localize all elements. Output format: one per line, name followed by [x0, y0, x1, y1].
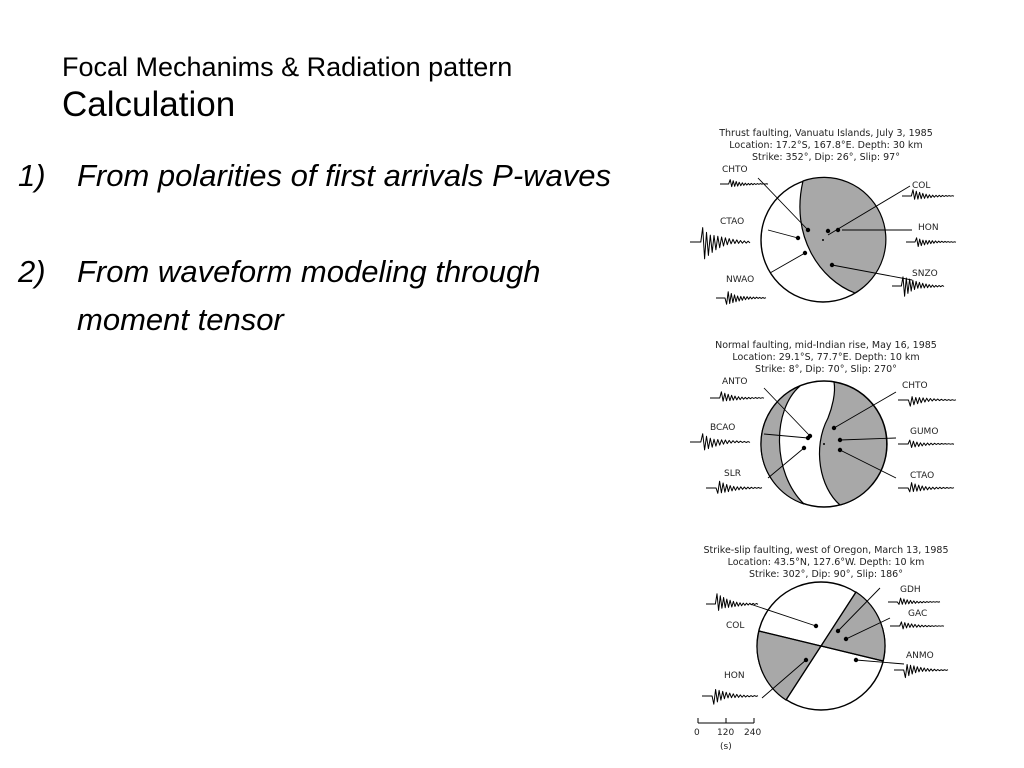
- seismogram-trace: [702, 690, 758, 705]
- scale-tick-label: 120: [717, 728, 735, 738]
- panel-strike-slip: [694, 545, 949, 752]
- bullet-number: 1): [18, 158, 46, 193]
- seismogram-path: [892, 277, 944, 296]
- seismogram-path: [890, 622, 944, 629]
- seismogram-path: [894, 665, 948, 678]
- seismogram-trace: [892, 277, 944, 296]
- station-label: SNZO: [912, 269, 938, 279]
- seismogram-path: [898, 440, 954, 447]
- bullet-list: [0, 152, 650, 392]
- seismogram-trace: [898, 483, 954, 492]
- seismogram-trace: [898, 397, 956, 407]
- panel-thrust: [690, 128, 956, 304]
- title-line-2: Calculation: [62, 85, 236, 125]
- station-label: SLR: [724, 469, 741, 479]
- station-label: GAC: [908, 609, 928, 619]
- seismogram-path: [906, 238, 956, 247]
- caption-line: Location: 29.1°S, 77.7°E. Depth: 10 km: [732, 352, 920, 363]
- time-scale: [694, 718, 761, 752]
- station-label: HON: [918, 223, 939, 233]
- scale-unit: (s): [720, 742, 732, 752]
- seismogram-path: [690, 434, 750, 450]
- seismogram-path: [710, 392, 764, 401]
- station-label: BCAO: [710, 423, 736, 433]
- caption-line: Location: 43.5°N, 127.6°W. Depth: 10 km: [727, 557, 925, 568]
- seismogram-trace: [890, 622, 944, 629]
- scale-tick-label: 240: [744, 728, 762, 738]
- bullet-text: From polarities of first arrivals P-waves: [77, 158, 612, 193]
- seismogram-trace: [710, 392, 764, 401]
- station-label: HON: [724, 671, 745, 681]
- caption-line: Normal faulting, mid-Indian rise, May 16, 1985: [715, 340, 937, 351]
- station-label: NWAO: [726, 275, 755, 285]
- seismogram-path: [706, 481, 762, 493]
- station-label: ANTO: [722, 377, 748, 387]
- seismogram-path: [898, 397, 956, 407]
- bullet-item-2: [0, 248, 650, 344]
- seismogram-trace: [690, 228, 750, 259]
- caption-line: Strike: 352°, Dip: 26°, Slip: 97°: [752, 152, 900, 163]
- station-label: CHTO: [902, 381, 928, 391]
- bullet-number: 2): [18, 254, 46, 289]
- caption-line: Strike: 302°, Dip: 90°, Slip: 186°: [749, 569, 903, 580]
- caption-line: Thrust faulting, Vanuatu Islands, July 3, 1985: [719, 128, 933, 139]
- slide-title: [62, 52, 512, 125]
- title-line-1: Focal Mechanims & Radiation pattern: [62, 52, 513, 82]
- station-label: CTAO: [720, 217, 745, 227]
- seismogram-path: [716, 292, 766, 305]
- station-label: GDH: [900, 585, 921, 595]
- station-label: ANMO: [906, 651, 934, 661]
- seismogram-path: [690, 228, 750, 259]
- seismogram-trace: [716, 292, 766, 305]
- caption-line: Location: 17.2°S, 167.8°E. Depth: 30 km: [729, 140, 923, 151]
- station-label: CTAO: [910, 471, 935, 481]
- seismogram-trace: [706, 481, 762, 493]
- seismogram-trace: [894, 665, 948, 678]
- station-label: CHTO: [722, 165, 748, 175]
- caption-line: Strike-slip faulting, west of Oregon, March 13, 1985: [703, 545, 949, 556]
- scale-tick-label: 0: [694, 728, 700, 738]
- seismogram-path: [888, 598, 940, 604]
- bullet-text: From waveform modeling through moment tensor: [77, 254, 541, 337]
- panel-normal: [690, 340, 956, 507]
- caption-line: Strike: 8°, Dip: 70°, Slip: 270°: [755, 364, 897, 375]
- seismogram-path: [902, 190, 954, 200]
- seismogram-path: [898, 483, 954, 492]
- seismogram-path: [702, 690, 758, 705]
- bullet-item-1: [0, 152, 650, 200]
- seismogram-path: [706, 594, 758, 611]
- station-label: COL: [912, 181, 931, 191]
- seismogram-trace: [898, 440, 954, 447]
- seismogram-trace: [902, 190, 954, 200]
- seismogram-trace: [888, 598, 940, 604]
- seismogram-trace: [690, 434, 750, 450]
- station-label: COL: [726, 621, 745, 631]
- station-label: GUMO: [910, 427, 939, 437]
- seismogram-trace: [906, 238, 956, 247]
- seismogram-trace: [706, 594, 758, 611]
- focal-mechanism-figure: [680, 118, 980, 766]
